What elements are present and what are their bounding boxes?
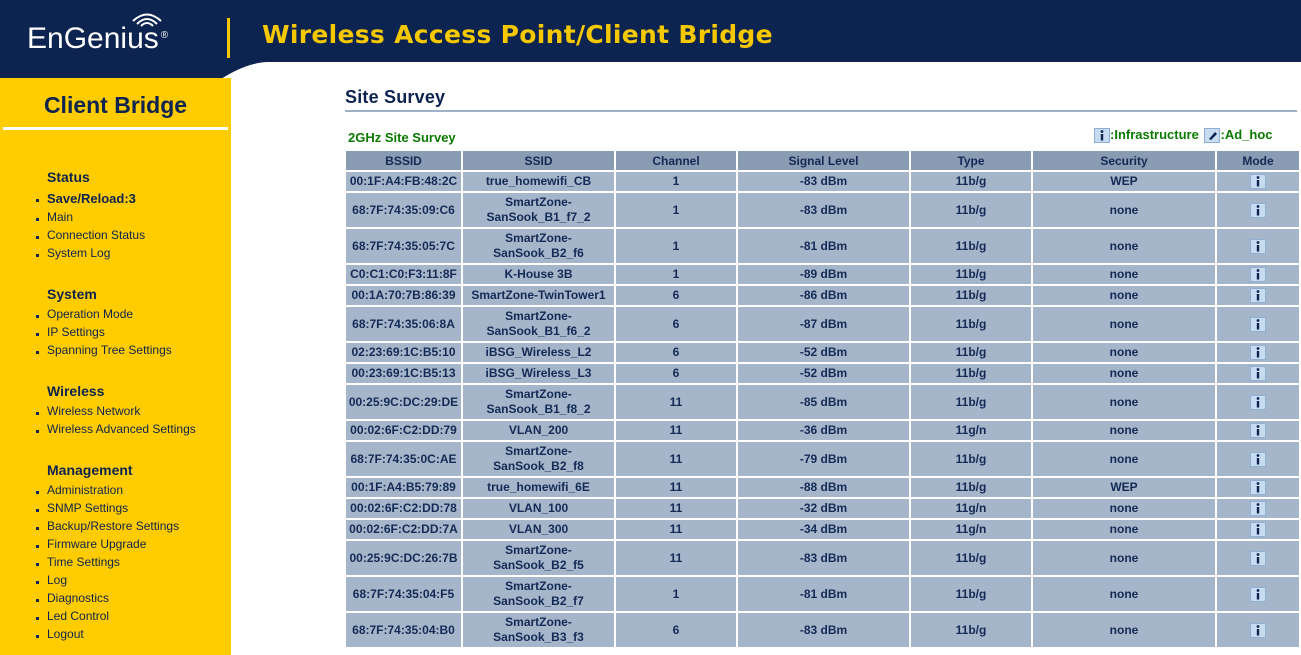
cell-bssid: 00:1A:70:7B:86:39 xyxy=(346,286,461,305)
cell-channel: 11 xyxy=(616,520,736,539)
logo-registered-mark: ® xyxy=(160,30,169,41)
cell-ssid xyxy=(463,541,614,575)
cell-bssid: 00:02:6F:C2:DD:79 xyxy=(346,421,461,440)
cell-ssid xyxy=(463,499,614,518)
cell-ssid xyxy=(463,229,614,263)
cell-channel: 6 xyxy=(616,613,736,647)
header-title: Wireless Access Point/Client Bridge xyxy=(262,20,773,49)
sidebar-item-log[interactable] xyxy=(47,573,67,587)
sidebar-item-time-settings[interactable] xyxy=(47,555,120,569)
infrastructure-icon xyxy=(1250,522,1266,537)
cell-security: none xyxy=(1033,286,1215,305)
bullet xyxy=(36,333,39,336)
cell-type: 11b/g xyxy=(911,442,1031,476)
ssid-line: SmartZone- xyxy=(505,387,572,401)
cell-mode xyxy=(1217,442,1299,476)
infrastructure-icon xyxy=(1250,501,1266,516)
sidebar-item-label: Wireless Advanced Settings xyxy=(47,422,196,436)
cell-signal-level: -85 dBm xyxy=(738,385,909,419)
table-row xyxy=(346,541,1299,575)
cell-type: 11b/g xyxy=(911,478,1031,497)
table-row xyxy=(346,343,1299,362)
cell-type: 11b/g xyxy=(911,307,1031,341)
column-header-ssid: SSID xyxy=(463,151,614,170)
bullet xyxy=(36,315,39,318)
ssid-line: SanSook_B2_f5 xyxy=(493,558,584,572)
title-divider xyxy=(345,110,1297,112)
cell-ssid xyxy=(463,343,614,362)
cell-channel: 11 xyxy=(616,385,736,419)
cell-mode xyxy=(1217,577,1299,611)
bullet xyxy=(36,599,39,602)
ssid-line: SmartZone- xyxy=(505,309,572,323)
cell-bssid: 68:7F:74:35:09:C6 xyxy=(346,193,461,227)
infrastructure-icon xyxy=(1250,239,1266,254)
cell-mode xyxy=(1217,520,1299,539)
bullet xyxy=(36,412,39,415)
cell-mode xyxy=(1217,193,1299,227)
infrastructure-icon xyxy=(1250,366,1266,381)
sidebar-item-diagnostics[interactable] xyxy=(47,591,109,605)
bullet xyxy=(36,491,39,494)
cell-security: none xyxy=(1033,499,1215,518)
ad-hoc-icon xyxy=(1204,128,1220,143)
cell-signal-level: -83 dBm xyxy=(738,613,909,647)
cell-ssid xyxy=(463,307,614,341)
cell-ssid xyxy=(463,364,614,383)
sidebar-section-status: Status xyxy=(47,169,90,185)
cell-bssid: 00:25:9C:DC:29:DE xyxy=(346,385,461,419)
sidebar-item-label: Led Control xyxy=(47,609,110,623)
ssid-line: SanSook_B2_f8 xyxy=(493,459,584,473)
mode-legend xyxy=(1094,127,1274,147)
cell-bssid: 02:23:69:1C:B5:10 xyxy=(346,343,461,362)
table-row xyxy=(346,364,1299,383)
bullet xyxy=(36,351,39,354)
column-header-signal-level: Signal Level xyxy=(738,151,909,170)
sidebar-item-label: Spanning Tree Settings xyxy=(47,343,172,357)
cell-security: none xyxy=(1033,520,1215,539)
cell-mode xyxy=(1217,421,1299,440)
infrastructure-icon xyxy=(1250,174,1266,189)
cell-type: 11b/g xyxy=(911,577,1031,611)
cell-signal-level: -88 dBm xyxy=(738,478,909,497)
sidebar-item-label: IP Settings xyxy=(47,325,105,339)
cell-type: 11b/g xyxy=(911,613,1031,647)
cell-channel: 11 xyxy=(616,478,736,497)
table-row xyxy=(346,265,1299,284)
sidebar-item-administration[interactable] xyxy=(47,483,123,497)
cell-bssid: 00:25:9C:DC:26:7B xyxy=(346,541,461,575)
table-row xyxy=(346,307,1299,341)
ssid-line: K-House 3B xyxy=(504,267,573,281)
cell-security: none xyxy=(1033,613,1215,647)
infrastructure-icon xyxy=(1094,128,1110,143)
infrastructure-icon xyxy=(1250,395,1266,410)
cell-channel: 11 xyxy=(616,499,736,518)
cell-mode xyxy=(1217,172,1299,191)
cell-type: 11b/g xyxy=(911,172,1031,191)
cell-mode xyxy=(1217,541,1299,575)
cell-ssid xyxy=(463,421,614,440)
page-title: Site Survey xyxy=(345,87,446,107)
legend-label: :Ad_hoc xyxy=(1220,127,1273,142)
cell-channel: 11 xyxy=(616,421,736,440)
sidebar-item-logout[interactable] xyxy=(47,627,84,641)
cell-ssid xyxy=(463,385,614,419)
site-survey-table xyxy=(344,149,1301,649)
column-header-bssid: BSSID xyxy=(346,151,461,170)
sidebar-item-spanning-tree-settings[interactable] xyxy=(47,343,172,357)
cell-ssid xyxy=(463,520,614,539)
sidebar-item-label: Log xyxy=(47,573,68,587)
ssid-line: SmartZone- xyxy=(505,579,572,593)
cell-ssid xyxy=(463,193,614,227)
cell-ssid xyxy=(463,172,614,191)
cell-channel: 1 xyxy=(616,265,736,284)
infrastructure-icon xyxy=(1250,317,1266,332)
cell-signal-level: -89 dBm xyxy=(738,265,909,284)
survey-band-label: 2GHz Site Survey xyxy=(348,130,456,145)
infrastructure-icon xyxy=(1250,267,1266,282)
sidebar-item-firmware-upgrade[interactable] xyxy=(47,537,146,551)
ssid-line: SanSook_B2_f7 xyxy=(493,594,584,608)
ssid-line: SmartZone- xyxy=(505,231,572,245)
sidebar-item-label: Wireless Network xyxy=(47,404,141,418)
cell-mode xyxy=(1217,307,1299,341)
ssid-line: VLAN_100 xyxy=(508,501,569,515)
cell-signal-level: -32 dBm xyxy=(738,499,909,518)
sidebar-item-save-reload[interactable] xyxy=(47,191,136,206)
table-row xyxy=(346,286,1299,305)
sidebar-item-backup-restore-settings[interactable] xyxy=(47,519,179,533)
ssid-line: iBSG_Wireless_L3 xyxy=(485,366,592,380)
cell-channel: 6 xyxy=(616,286,736,305)
cell-mode xyxy=(1217,265,1299,284)
ssid-line: SanSook_B3_f3 xyxy=(493,630,584,644)
ssid-line: iBSG_Wireless_L2 xyxy=(485,345,592,359)
table-row xyxy=(346,499,1299,518)
cell-signal-level: -52 dBm xyxy=(738,364,909,383)
cell-bssid: 00:23:69:1C:B5:13 xyxy=(346,364,461,383)
infrastructure-icon xyxy=(1250,452,1266,467)
cell-signal-level: -86 dBm xyxy=(738,286,909,305)
column-header-security: Security xyxy=(1033,151,1215,170)
cell-mode xyxy=(1217,286,1299,305)
cell-ssid xyxy=(463,442,614,476)
cell-bssid: 68:7F:74:35:06:8A xyxy=(346,307,461,341)
cell-bssid: 00:1F:A4:FB:48:2C xyxy=(346,172,461,191)
ssid-line: true_homewifi_6E xyxy=(487,480,590,494)
bullet xyxy=(36,527,39,530)
cell-mode xyxy=(1217,229,1299,263)
cell-type: 11b/g xyxy=(911,385,1031,419)
infrastructure-icon xyxy=(1250,480,1266,495)
cell-mode xyxy=(1217,385,1299,419)
ssid-line: SmartZone- xyxy=(505,615,572,629)
infrastructure-icon xyxy=(1250,623,1266,638)
column-header-mode: Mode xyxy=(1217,151,1299,170)
cell-signal-level: -83 dBm xyxy=(738,541,909,575)
cell-signal-level: -81 dBm xyxy=(738,577,909,611)
legend-infrastructure xyxy=(1094,127,1199,143)
cell-signal-level: -79 dBm xyxy=(738,442,909,476)
cell-type: 11b/g xyxy=(911,364,1031,383)
cell-bssid: 68:7F:74:35:05:7C xyxy=(346,229,461,263)
cell-type: 11b/g xyxy=(911,286,1031,305)
sidebar-item-label: Operation Mode xyxy=(47,307,134,321)
column-header-type: Type xyxy=(911,151,1031,170)
cell-bssid: 00:02:6F:C2:DD:78 xyxy=(346,499,461,518)
logo-text: EnGenius xyxy=(27,22,159,55)
cell-channel: 6 xyxy=(616,364,736,383)
sidebar xyxy=(0,78,231,655)
sidebar-item-system-log[interactable] xyxy=(47,246,110,260)
bullet xyxy=(36,254,39,257)
cell-type: 11b/g xyxy=(911,541,1031,575)
ssid-line: SanSook_B1_f7_2 xyxy=(486,210,591,224)
cell-bssid: 00:1F:A4:B5:79:89 xyxy=(346,478,461,497)
cell-security: none xyxy=(1033,343,1215,362)
table-row xyxy=(346,442,1299,476)
ssid-line: true_homewifi_CB xyxy=(485,174,592,188)
sidebar-item-label: Time Settings xyxy=(47,555,120,569)
sidebar-section-wireless: Wireless xyxy=(47,383,105,399)
cell-ssid xyxy=(463,577,614,611)
cell-mode xyxy=(1217,478,1299,497)
cell-ssid xyxy=(463,265,614,284)
cell-type: 11b/g xyxy=(911,265,1031,284)
cell-type: 11g/n xyxy=(911,499,1031,518)
sidebar-item-label: Logout xyxy=(47,627,84,641)
table-row xyxy=(346,229,1299,263)
cell-security: none xyxy=(1033,307,1215,341)
bullet xyxy=(36,430,39,433)
infrastructure-icon xyxy=(1250,203,1266,218)
cell-security: none xyxy=(1033,577,1215,611)
bullet xyxy=(36,199,39,202)
cell-channel: 6 xyxy=(616,343,736,362)
sidebar-item-label: System Log xyxy=(47,246,111,260)
ssid-line: VLAN_200 xyxy=(508,423,569,437)
cell-signal-level: -36 dBm xyxy=(738,421,909,440)
cell-bssid: 00:02:6F:C2:DD:7A xyxy=(346,520,461,539)
cell-signal-level: -83 dBm xyxy=(738,193,909,227)
sidebar-item-label: Diagnostics xyxy=(47,591,110,605)
ssid-line: SmartZone- xyxy=(505,543,572,557)
bullet xyxy=(36,635,39,638)
infrastructure-icon xyxy=(1250,288,1266,303)
cell-channel: 1 xyxy=(616,577,736,611)
legend-ad-hoc xyxy=(1204,127,1272,143)
ssid-line: SmartZone-TwinTower1 xyxy=(471,288,606,302)
table-row xyxy=(346,421,1299,440)
sidebar-item-connection-status[interactable] xyxy=(47,228,145,242)
sidebar-item-snmp-settings[interactable] xyxy=(47,501,128,515)
cell-mode xyxy=(1217,343,1299,362)
table-row xyxy=(346,193,1299,227)
bullet xyxy=(36,236,39,239)
cell-signal-level: -52 dBm xyxy=(738,343,909,362)
cell-type: 11b/g xyxy=(911,343,1031,362)
cell-security: none xyxy=(1033,442,1215,476)
column-header-channel: Channel xyxy=(616,151,736,170)
sidebar-item-led-control[interactable] xyxy=(47,609,109,623)
header-swoosh xyxy=(194,62,1301,78)
sidebar-item-label: Firmware Upgrade xyxy=(47,537,147,551)
cell-ssid xyxy=(463,478,614,497)
bullet xyxy=(36,509,39,512)
cell-channel: 1 xyxy=(616,172,736,191)
table-row xyxy=(346,577,1299,611)
cell-mode xyxy=(1217,613,1299,647)
cell-bssid: 68:7F:74:35:0C:AE xyxy=(346,442,461,476)
cell-security: WEP xyxy=(1033,478,1215,497)
infrastructure-icon xyxy=(1250,587,1266,602)
table-row xyxy=(346,385,1299,419)
header-divider xyxy=(227,18,230,58)
sidebar-item-operation-mode[interactable] xyxy=(47,307,133,321)
table-header-row xyxy=(346,151,1299,170)
sidebar-section-system: System xyxy=(47,286,97,302)
cell-channel: 6 xyxy=(616,307,736,341)
cell-security: none xyxy=(1033,193,1215,227)
bullet xyxy=(36,581,39,584)
cell-mode xyxy=(1217,364,1299,383)
bullet xyxy=(36,545,39,548)
cell-security: none xyxy=(1033,229,1215,263)
cell-signal-level: -87 dBm xyxy=(738,307,909,341)
cell-channel: 11 xyxy=(616,541,736,575)
header-bar xyxy=(0,0,1301,78)
sidebar-item-label: SNMP Settings xyxy=(47,501,129,515)
cell-security: WEP xyxy=(1033,172,1215,191)
cell-bssid: 68:7F:74:35:04:F5 xyxy=(346,577,461,611)
infrastructure-icon xyxy=(1250,345,1266,360)
sidebar-item-label: Main xyxy=(47,210,74,224)
cell-security: none xyxy=(1033,421,1215,440)
sidebar-item-label: Administration xyxy=(47,483,124,497)
cell-ssid xyxy=(463,286,614,305)
cell-ssid xyxy=(463,613,614,647)
cell-type: 11g/n xyxy=(911,421,1031,440)
cell-mode xyxy=(1217,499,1299,518)
cell-security: none xyxy=(1033,385,1215,419)
wifi-waves-icon xyxy=(132,10,162,30)
cell-type: 11b/g xyxy=(911,229,1031,263)
cell-channel: 1 xyxy=(616,229,736,263)
cell-type: 11g/n xyxy=(911,520,1031,539)
cell-bssid: 68:7F:74:35:04:B0 xyxy=(346,613,461,647)
table-row xyxy=(346,520,1299,539)
sidebar-item-label: Backup/Restore Settings xyxy=(47,519,180,533)
ssid-line: SanSook_B2_f6 xyxy=(493,246,584,260)
cell-security: none xyxy=(1033,265,1215,284)
table-row xyxy=(346,172,1299,191)
cell-bssid: C0:C1:C0:F3:11:8F xyxy=(346,265,461,284)
bullet xyxy=(36,617,39,620)
ssid-line: SanSook_B1_f6_2 xyxy=(486,324,591,338)
cell-signal-level: -83 dBm xyxy=(738,172,909,191)
table-row xyxy=(346,478,1299,497)
table-row xyxy=(346,613,1299,647)
cell-signal-level: -81 dBm xyxy=(738,229,909,263)
sidebar-item-wireless-advanced-settings[interactable] xyxy=(47,422,196,436)
cell-channel: 11 xyxy=(616,442,736,476)
sidebar-mode-title: Client Bridge xyxy=(43,92,188,118)
infrastructure-icon xyxy=(1250,551,1266,566)
sidebar-item-main[interactable] xyxy=(47,210,73,224)
bullet xyxy=(36,218,39,221)
bullet xyxy=(36,563,39,566)
ssid-line: SmartZone- xyxy=(505,444,572,458)
cell-type: 11b/g xyxy=(911,193,1031,227)
sidebar-item-wireless-network[interactable] xyxy=(47,404,140,418)
ssid-line: SmartZone- xyxy=(505,195,572,209)
ssid-line: VLAN_300 xyxy=(508,522,569,536)
sidebar-section-management: Management xyxy=(47,462,133,478)
infrastructure-icon xyxy=(1250,423,1266,438)
sidebar-divider xyxy=(3,127,228,130)
cell-security: none xyxy=(1033,541,1215,575)
sidebar-item-ip-settings[interactable] xyxy=(47,325,105,339)
cell-signal-level: -34 dBm xyxy=(738,520,909,539)
sidebar-item-label: Connection Status xyxy=(47,228,146,242)
sidebar-item-label: Save/Reload:3 xyxy=(47,191,136,206)
site-survey-rows xyxy=(346,172,1299,647)
ssid-line: SanSook_B1_f8_2 xyxy=(486,402,591,416)
cell-security: none xyxy=(1033,364,1215,383)
cell-channel: 1 xyxy=(616,193,736,227)
legend-label: :Infrastructure xyxy=(1110,127,1199,142)
